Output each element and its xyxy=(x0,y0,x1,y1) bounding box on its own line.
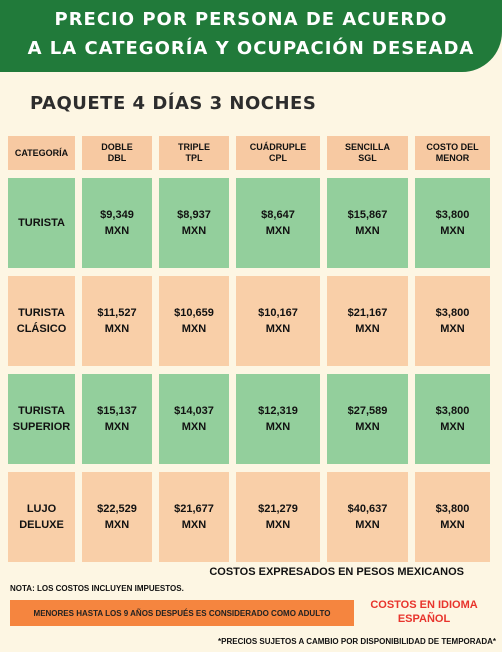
price-cell xyxy=(327,472,408,562)
category-cell xyxy=(8,374,75,464)
price-cell xyxy=(327,374,408,464)
column-header-triple xyxy=(159,136,229,170)
category-cell xyxy=(8,276,75,366)
column-header-text: DOBLE xyxy=(101,142,133,152)
price-cell xyxy=(236,178,320,268)
price-cell xyxy=(415,276,490,366)
price-currency: MXN xyxy=(440,225,465,237)
price-amount: $11,527 xyxy=(97,307,137,319)
column-header-text: CPL xyxy=(268,153,287,163)
column-header-text: SGL xyxy=(358,153,377,163)
price-cell xyxy=(159,472,229,562)
title-line-2: A LA CATEGORÍA Y OCUPACIÓN DESEADA xyxy=(27,38,475,59)
column-header-text: CUÁDRUPLE xyxy=(249,142,307,152)
column-header-cuadruple xyxy=(236,136,320,170)
price-amount: $21,677 xyxy=(174,503,214,515)
price-amount: $3,800 xyxy=(435,307,470,319)
price-amount: $22,529 xyxy=(97,503,137,515)
category-label: CLÁSICO xyxy=(16,323,67,335)
price-cell xyxy=(415,178,490,268)
taxes-note: NOTA: LOS COSTOS INCLUYEN IMPUESTOS. xyxy=(10,584,184,593)
price-currency: MXN xyxy=(440,421,465,433)
price-cell xyxy=(236,472,320,562)
price-amount: $15,867 xyxy=(347,209,388,221)
price-cell xyxy=(82,178,152,268)
footer-disclaimer: *PRECIOS SUJETOS A CAMBIO POR DISPONIBILIDAD DE TEMPORADA* xyxy=(218,637,496,646)
price-currency: MXN xyxy=(265,323,291,335)
price-table xyxy=(8,136,490,562)
column-header-text: TPL xyxy=(185,153,203,163)
column-header-text: CATEGORÍA xyxy=(14,147,69,158)
price-cell xyxy=(82,472,152,562)
category-cell xyxy=(8,472,75,562)
price-currency: MXN xyxy=(355,225,380,237)
language-line-1: COSTOS EN IDIOMA xyxy=(370,599,478,611)
price-amount: $3,800 xyxy=(435,503,470,515)
price-cell xyxy=(327,276,408,366)
column-header-text: MENOR xyxy=(435,153,470,163)
price-currency: MXN xyxy=(265,225,291,237)
category-label: TURISTA xyxy=(18,217,65,229)
price-currency: MXN xyxy=(440,519,465,531)
category-label: DELUXE xyxy=(19,519,64,531)
price-amount: $14,037 xyxy=(174,405,214,417)
price-cell xyxy=(415,374,490,464)
price-amount: $27,589 xyxy=(347,405,388,417)
category-label: TURISTA xyxy=(18,307,65,319)
title-banner xyxy=(0,0,502,72)
price-currency: MXN xyxy=(355,421,380,433)
column-header-text: COSTO DEL xyxy=(426,142,479,152)
price-cell xyxy=(159,374,229,464)
column-header-text: DBL xyxy=(107,153,127,163)
column-header-menor xyxy=(415,136,490,170)
language-line-2: ESPAÑOL xyxy=(397,613,451,625)
column-header-doble xyxy=(82,136,152,170)
category-label: LUJO xyxy=(26,503,57,515)
price-cell xyxy=(327,178,408,268)
price-currency: MXN xyxy=(104,323,130,335)
price-currency: MXN xyxy=(104,421,130,433)
price-amount: $21,279 xyxy=(258,503,298,515)
price-amount: $3,800 xyxy=(435,405,470,417)
category-label: TURISTA xyxy=(18,405,65,417)
price-amount: $8,647 xyxy=(261,209,295,221)
price-currency: MXN xyxy=(181,421,207,433)
price-cell xyxy=(82,374,152,464)
price-currency: MXN xyxy=(181,519,207,531)
price-currency: MXN xyxy=(355,323,380,335)
language-note xyxy=(358,598,490,626)
price-cell xyxy=(159,178,229,268)
price-amount: $3,800 xyxy=(435,209,470,221)
price-amount: $15,137 xyxy=(97,405,137,417)
price-currency: MXN xyxy=(104,225,130,237)
price-amount: $40,637 xyxy=(347,503,388,515)
minors-banner xyxy=(10,600,354,626)
price-amount: $12,319 xyxy=(258,405,298,417)
price-amount: $21,167 xyxy=(347,307,388,319)
column-header-sencilla xyxy=(327,136,408,170)
category-label: SUPERIOR xyxy=(12,421,71,433)
price-amount: $10,659 xyxy=(174,307,214,319)
column-header-text: SENCILLA xyxy=(345,142,390,152)
price-currency: MXN xyxy=(265,519,291,531)
price-currency: MXN xyxy=(355,519,380,531)
package-subtitle: PAQUETE 4 DÍAS 3 NOCHES xyxy=(30,93,317,114)
currency-note: COSTOS EXPRESADOS EN PESOS MEXICANOS xyxy=(209,566,464,578)
price-currency: MXN xyxy=(265,421,291,433)
price-cell xyxy=(236,374,320,464)
title-line-1: PRECIO POR PERSONA DE ACUERDO xyxy=(54,9,448,30)
minors-text: MENORES HASTA LOS 9 AÑOS DESPUÉS ES CONSIDERADO COMO ADULTO xyxy=(33,608,331,618)
price-currency: MXN xyxy=(181,225,207,237)
price-amount: $10,167 xyxy=(258,307,298,319)
price-cell xyxy=(415,472,490,562)
price-cell xyxy=(82,276,152,366)
category-cell xyxy=(8,178,75,268)
price-cell xyxy=(236,276,320,366)
column-header-text: TRIPLE xyxy=(177,142,210,152)
price-amount: $9,349 xyxy=(100,209,134,221)
price-currency: MXN xyxy=(181,323,207,335)
price-amount: $8,937 xyxy=(177,209,211,221)
price-currency: MXN xyxy=(104,519,130,531)
column-header-category xyxy=(8,136,75,170)
price-currency: MXN xyxy=(440,323,465,335)
price-cell xyxy=(159,276,229,366)
